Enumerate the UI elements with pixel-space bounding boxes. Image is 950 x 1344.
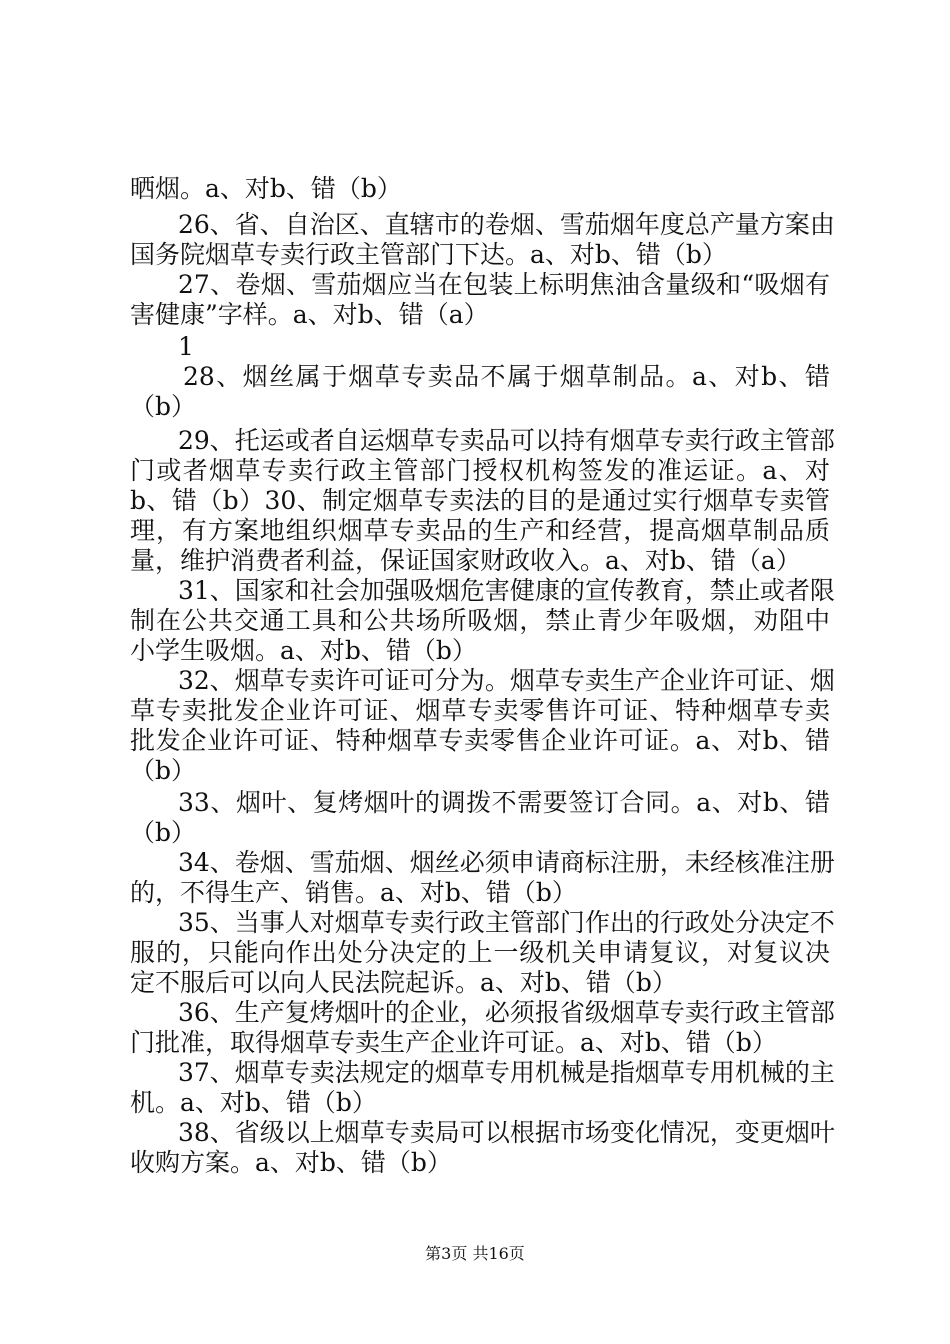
text-line: 27、卷烟、雪茄烟应当在包装上标明焦油含量级和“吸烟有 bbox=[178, 270, 830, 299]
text-line: 服的，只能向作出处分决定的上一级机关申请复议，对复议决 bbox=[130, 938, 830, 967]
text-line: 33、烟叶、复烤烟叶的调拨不需要签订合同。a、对b、错 bbox=[178, 788, 830, 817]
text-line: （b） bbox=[130, 818, 197, 847]
text-line: 制在公共交通工具和公共场所吸烟，禁止青少年吸烟，劝阻中 bbox=[130, 606, 830, 635]
text-line: 收购方案。a、对b、错（b） bbox=[130, 1148, 452, 1177]
text-line: 26、省、自治区、直辖市的卷烟、雪茄烟年度总产量方案由 bbox=[178, 210, 835, 239]
text-line: （b） bbox=[130, 756, 197, 785]
text-line: 晒烟。a、对b、错（b） bbox=[130, 174, 402, 203]
text-line: 的，不得生产、销售。a、对b、错（b） bbox=[130, 878, 577, 907]
page-number-marker: 1 bbox=[178, 332, 194, 361]
text-line: 小学生吸烟。a、对b、错（b） bbox=[130, 636, 477, 665]
text-line: 31、国家和社会加强吸烟危害健康的宣传教育，禁止或者限 bbox=[178, 576, 835, 605]
text-line: 35、当事人对烟草专卖行政主管部门作出的行政处分决定不 bbox=[178, 908, 835, 937]
text-line: 批发企业许可证、特种烟草专卖零售企业许可证。a、对b、错 bbox=[130, 726, 830, 755]
text-line: 34、卷烟、雪茄烟、烟丝必须申请商标注册，未经核准注册 bbox=[178, 848, 835, 877]
text-line: 害健康”字样。a、对b、错（a） bbox=[130, 300, 489, 329]
text-line: 36、生产复烤烟叶的企业，必须报省级烟草专卖行政主管部 bbox=[178, 998, 835, 1027]
text-line: 29、托运或者自运烟草专卖品可以持有烟草专卖行政主管部 bbox=[178, 426, 835, 455]
text-line: 28、烟丝属于烟草专卖品不属于烟草制品。a、对b、错 bbox=[183, 362, 830, 391]
text-line: 草专卖批发企业许可证、烟草专卖零售许可证、特种烟草专卖 bbox=[130, 696, 830, 725]
text-line: 量，维护消费者利益，保证国家财政收入。a、对b、错（a） bbox=[130, 546, 801, 575]
text-line: 国务院烟草专卖行政主管部门下达。a、对b、错（b） bbox=[130, 240, 727, 269]
text-line: 门或者烟草专卖行政主管部门授权机构签发的准运证。a、对 bbox=[130, 456, 830, 485]
text-line: 38、省级以上烟草专卖局可以根据市场变化情况，变更烟叶 bbox=[178, 1118, 835, 1147]
page-footer: 第3页 共16页 bbox=[425, 1244, 525, 1263]
text-line: 32、烟草专卖许可证可分为。烟草专卖生产企业许可证、烟 bbox=[178, 666, 835, 695]
text-line: b、错（b）30、制定烟草专卖法的目的是通过实行烟草专卖管 bbox=[130, 486, 830, 515]
text-line: 理，有方案地组织烟草专卖品的生产和经营，提高烟草制品质 bbox=[130, 516, 830, 545]
text-line: （b） bbox=[130, 392, 197, 421]
text-line: 门批准，取得烟草专卖生产企业许可证。a、对b、错（b） bbox=[130, 1028, 777, 1057]
text-line: 定不服后可以向人民法院起诉。a、对b、错（b） bbox=[130, 968, 677, 997]
text-line: 机。a、对b、错（b） bbox=[130, 1088, 377, 1117]
text-line: 37、烟草专卖法规定的烟草专用机械是指烟草专用机械的主 bbox=[178, 1058, 835, 1087]
